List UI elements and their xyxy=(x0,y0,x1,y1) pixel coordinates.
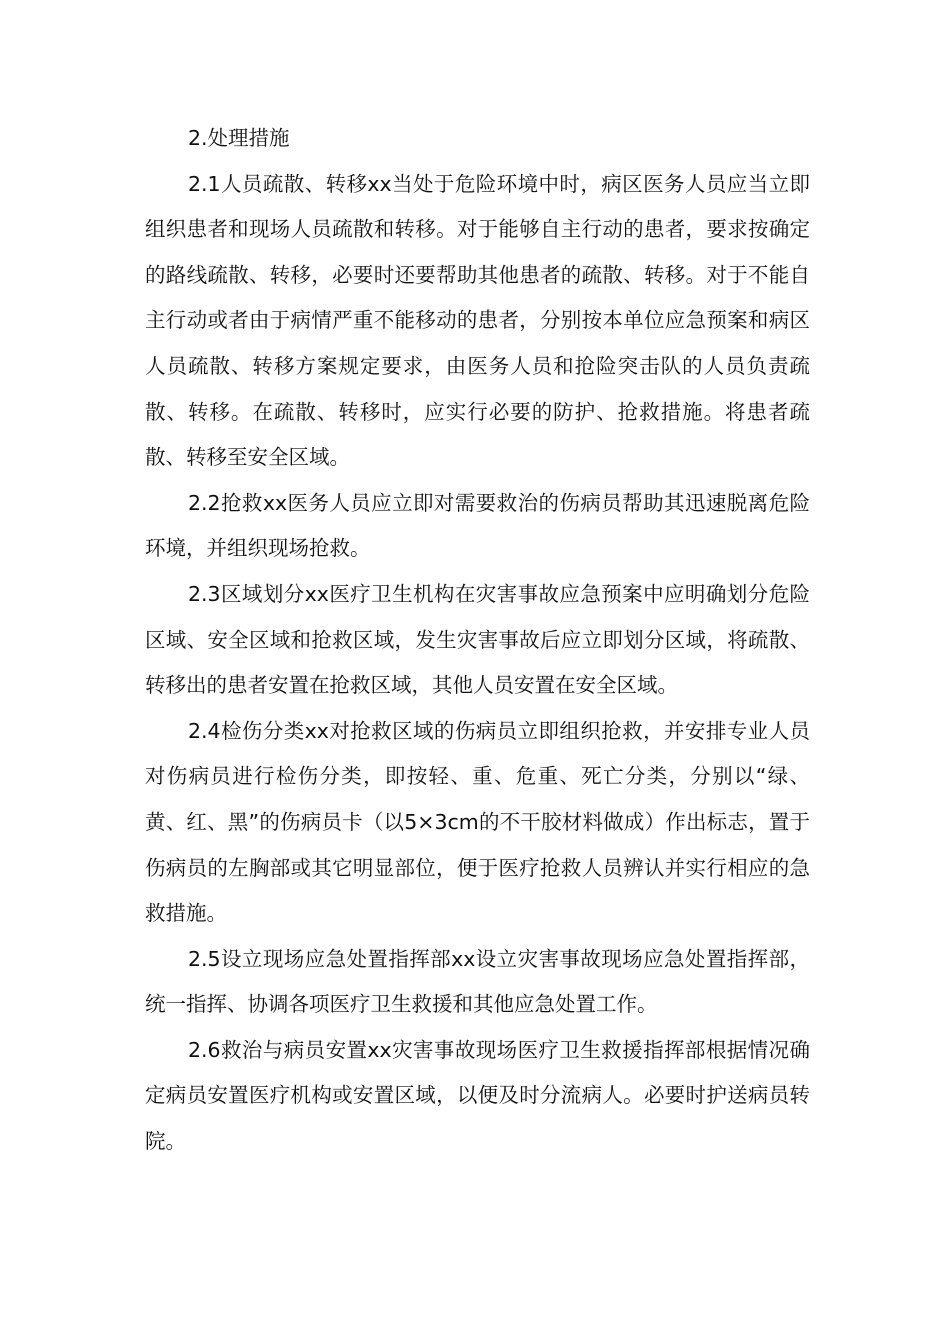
paragraph-2-3: 2.3区域划分xx医疗卫生机构在灾害事故应急预案中应明确划分危险区域、安全区域和抢救区域，发生灾害事故后应立即划分区域，将疏散、转移出的患者安置在抢救区域，其他人员安置在安全区域。 xyxy=(145,581,810,698)
paragraph-2-6: 2.6救治与病员安置xx灾害事故现场医疗卫生救援指挥部根据情况确定病员安置医疗机构或安置区域，以便及时分流病人。必要时护送病员转院。 xyxy=(145,1037,810,1154)
paragraph-2-5: 2.5设立现场应急处置指挥部xx设立灾害事故现场应急处置指挥部，统一指挥、协调各项医疗卫生救援和其他应急处置工作。 xyxy=(145,946,810,1017)
paragraph-2-2: 2.2抢救xx医务人员应立即对需要救治的伤病员帮助其迅速脱离危险环境，并组织现场抢救。 xyxy=(145,490,810,561)
paragraph-2-1: 2.1人员疏散、转移xx当处于危险环境中时，病区医务人员应当立即组织患者和现场人员疏散和转移。对于能够自主行动的患者，要求按确定的路线疏散、转移，必要时还要帮助其他患者的疏散、转移。对于不能自主行动或者由于病情严重不能移动的患者，分别按本单位应急预案和病区人员疏散、转移方案规定要求，由医务人员和抢险突击队的人员负责疏散、转移。在疏散、转移时，应实行必要的防护、抢救措施。将患者疏散、转移至安全区域。 xyxy=(145,171,810,470)
section-heading: 2.处理措施 xyxy=(188,126,290,150)
paragraph-2-4: 2.4检伤分类xx对抢救区域的伤病员立即组织抢救，并安排专业人员对伤病员进行检伤分类，即按轻、重、危重、死亡分类，分别以“绿、黄、红、黑”的伤病员卡（以5×3cm的不干胶材料做成）作出标志，置于伤病员的左胸部或其它明显部位，便于医疗抢救人员辨认并实行相应的急救措施。 xyxy=(145,718,810,926)
document-body xyxy=(145,116,810,1165)
